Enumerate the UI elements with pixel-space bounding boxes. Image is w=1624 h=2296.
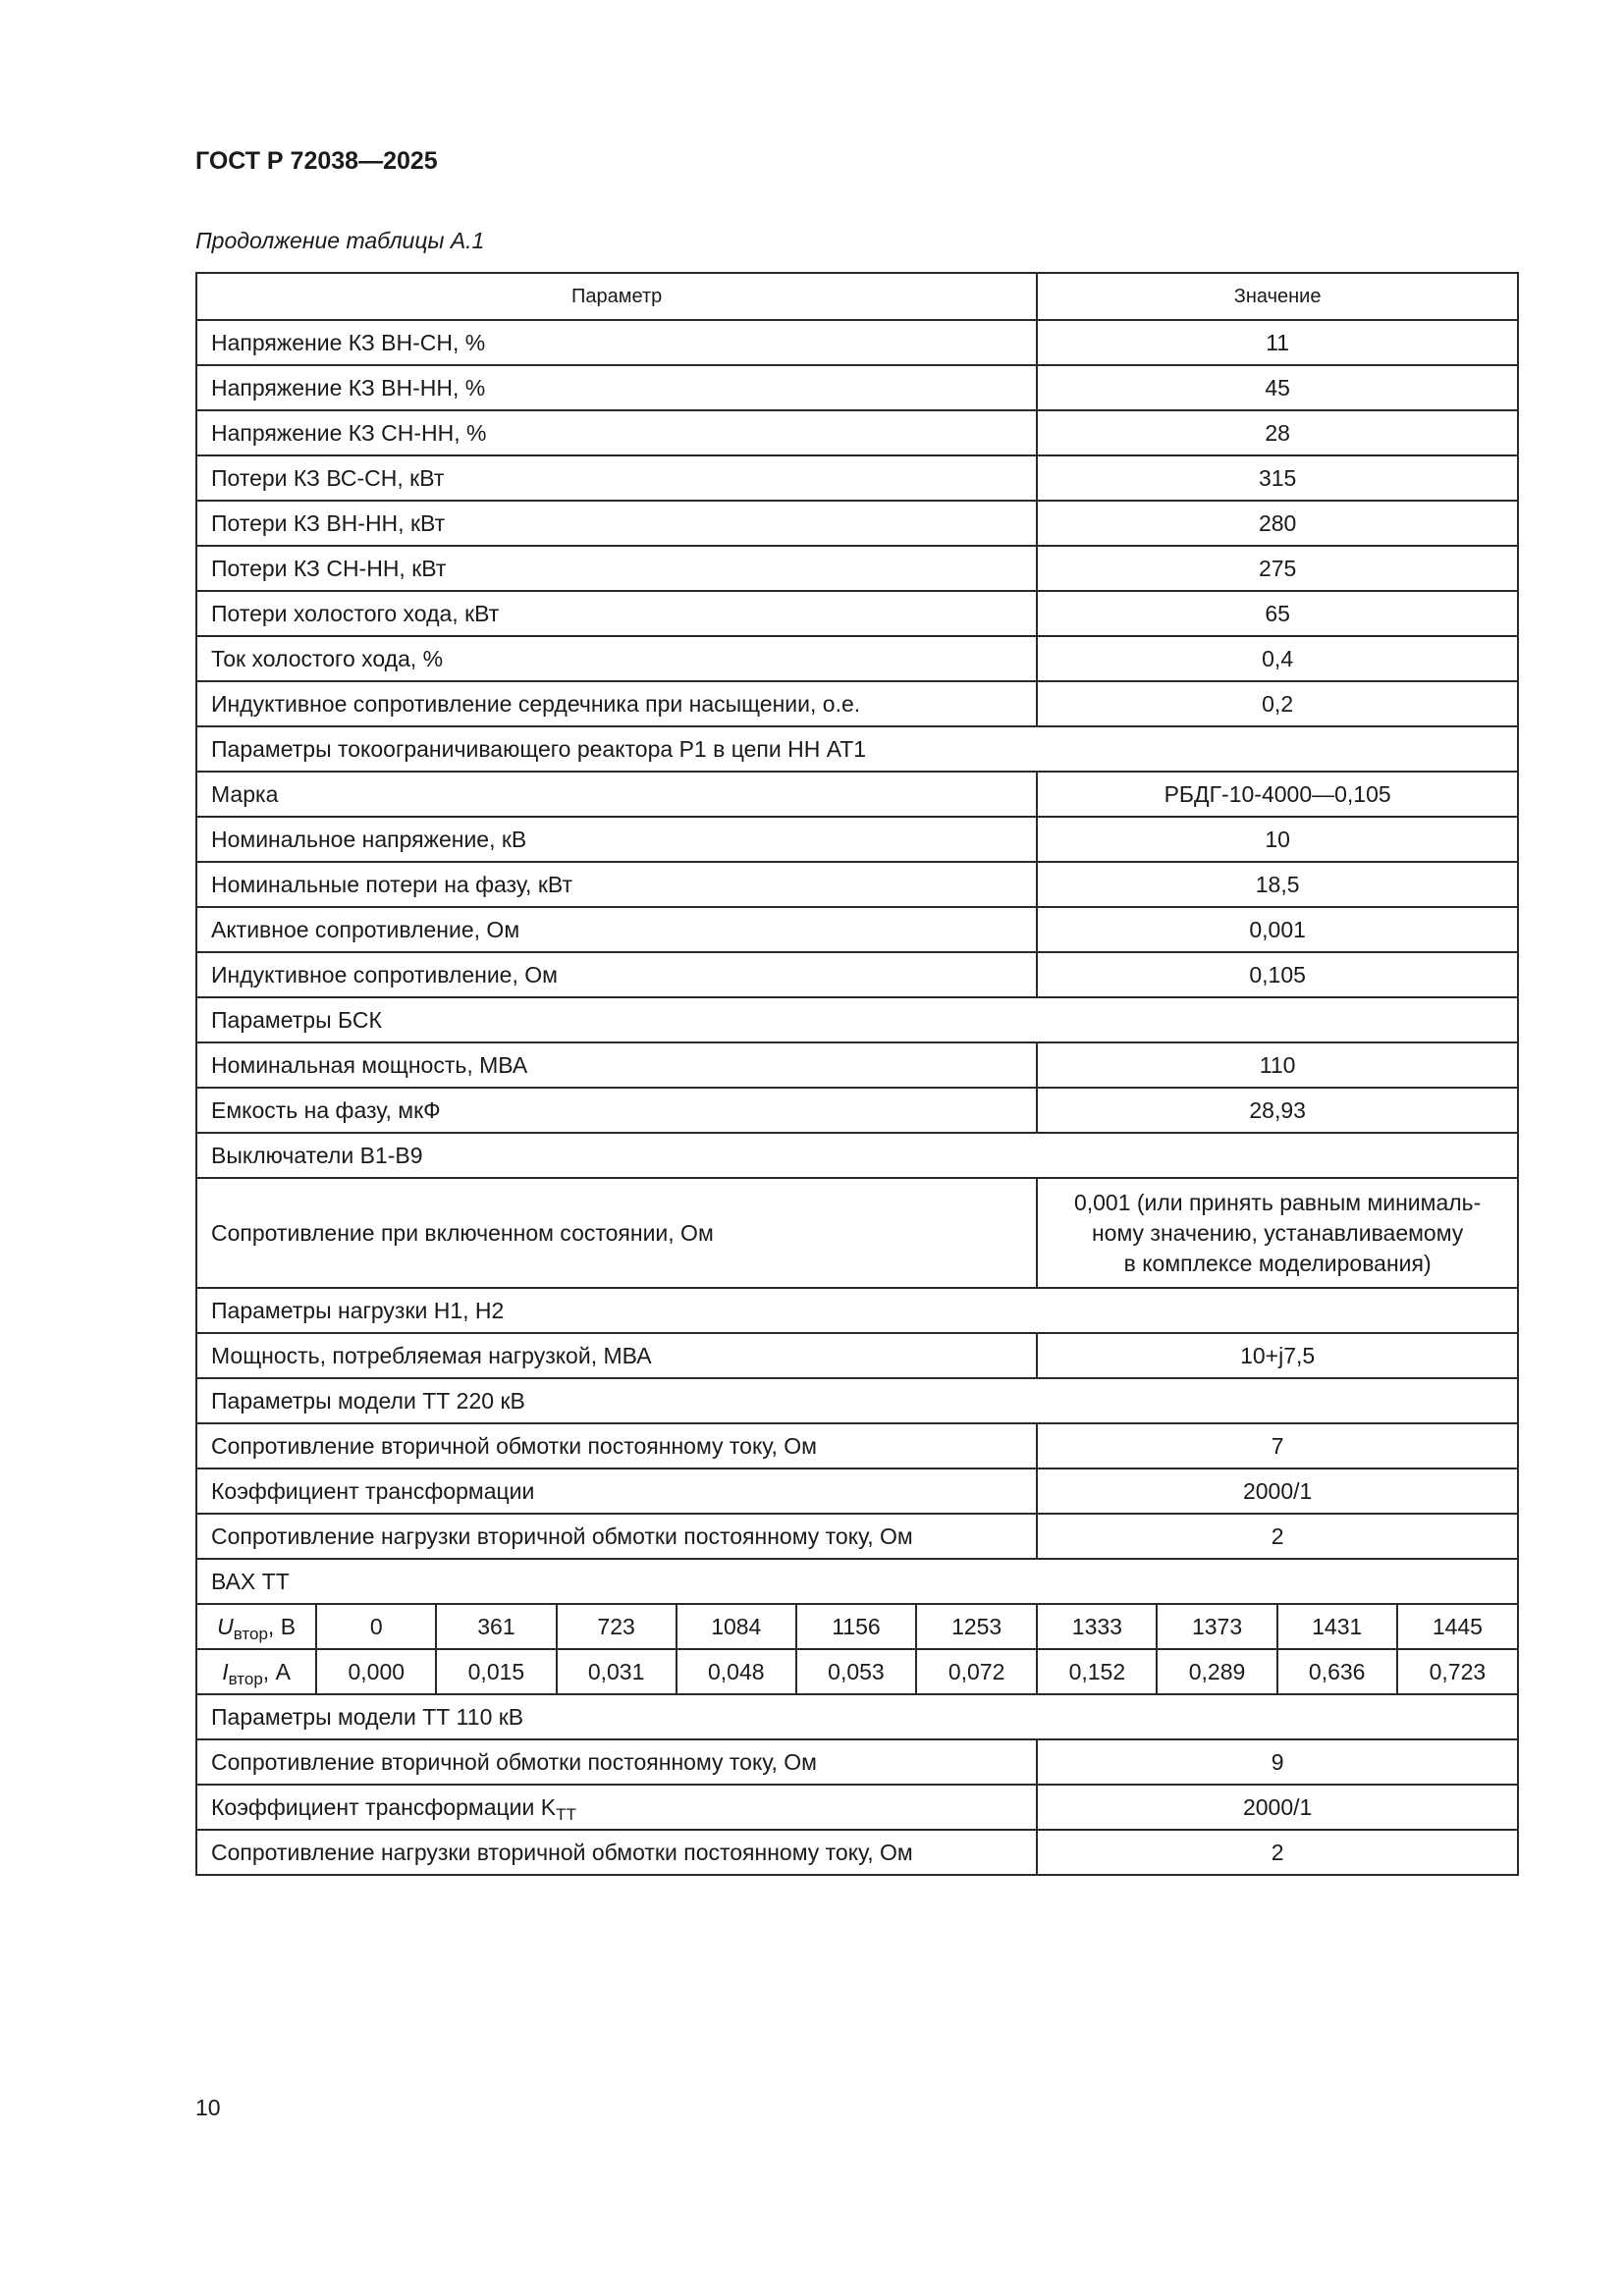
table-row (196, 1088, 1518, 1133)
vax-u-cell: 1373 (1157, 1604, 1276, 1649)
vax-u-row (196, 1604, 1518, 1649)
table-row (196, 1178, 1518, 1288)
document-code: ГОСТ Р 72038—2025 (195, 147, 438, 175)
table-row (196, 772, 1518, 817)
table-row (196, 410, 1518, 455)
value-cell: 10+j7,5 (1037, 1333, 1518, 1378)
vax-i-label (196, 1649, 316, 1694)
section-title: Параметры нагрузки Н1, Н2 (196, 1288, 1518, 1333)
section-row (196, 1288, 1518, 1333)
param-cell: Индуктивное сопротивление, Ом (196, 952, 1037, 997)
section-row (196, 1378, 1518, 1423)
table-row (196, 1514, 1518, 1559)
vax-i-cell: 0,636 (1277, 1649, 1397, 1694)
param-cell: Емкость на фазу, мкФ (196, 1088, 1037, 1133)
param-cell: Потери холостого хода, кВт (196, 591, 1037, 636)
table-row (196, 591, 1518, 636)
section-title: Выключатели В1-В9 (196, 1133, 1518, 1178)
param-cell: Ток холостого хода, % (196, 636, 1037, 681)
param-cell: Потери КЗ ВН-НН, кВт (196, 501, 1037, 546)
vax-i-label-subscript: втор (228, 1669, 263, 1688)
vax-u-label-symbol: U (217, 1613, 234, 1639)
page-number: 10 (195, 2095, 221, 2120)
value-cell (1037, 1178, 1518, 1288)
vax-u-cell: 1084 (677, 1604, 796, 1649)
value-cell: 315 (1037, 455, 1518, 501)
value-cell: 65 (1037, 591, 1518, 636)
section-row (196, 726, 1518, 772)
table-row (196, 1739, 1518, 1785)
table-row (196, 1468, 1518, 1514)
param-cell: Сопротивление нагрузки вторичной обмотки постоянному току, Ом (196, 1830, 1037, 1875)
table-row (196, 1785, 1518, 1830)
vax-i-row (196, 1649, 1518, 1694)
param-cell: Напряжение КЗ ВН-СН, % (196, 320, 1037, 365)
value-cell: 0,105 (1037, 952, 1518, 997)
param-cell: Активное сопротивление, Ом (196, 907, 1037, 952)
header-param: Параметр (196, 273, 1037, 320)
param-cell: Напряжение КЗ СН-НН, % (196, 410, 1037, 455)
table-row (196, 365, 1518, 410)
value-cell: 0,4 (1037, 636, 1518, 681)
param-cell: Потери КЗ СН-НН, кВт (196, 546, 1037, 591)
param-cell: Сопротивление при включенном состоянии, Ом (196, 1178, 1037, 1288)
param-cell: Номинальные потери на фазу, кВт (196, 862, 1037, 907)
section-title: Параметры модели ТТ 220 кВ (196, 1378, 1518, 1423)
value-cell: 275 (1037, 546, 1518, 591)
vax-i-cell: 0,015 (436, 1649, 556, 1694)
vax-i-cell: 0,289 (1157, 1649, 1276, 1694)
param-cell: Коэффициент трансформации (196, 1468, 1037, 1514)
section-title: Параметры токоограничивающего реактора Р1 в цепи НН АТ1 (196, 726, 1518, 772)
vax-i-cell: 0,031 (557, 1649, 677, 1694)
table-header-row (196, 273, 1518, 320)
table-row (196, 907, 1518, 952)
value-cell: 11 (1037, 320, 1518, 365)
value-cell: 10 (1037, 817, 1518, 862)
section-title: ВАХ ТТ (196, 1559, 1518, 1604)
table-row (196, 1423, 1518, 1468)
vax-i-cell: 0,000 (316, 1649, 436, 1694)
value-line: 0,001 (или принять равным минималь- (1073, 1189, 1482, 1215)
value-cell: 2 (1037, 1830, 1518, 1875)
value-cell: 2 (1037, 1514, 1518, 1559)
section-row (196, 997, 1518, 1042)
value-cell: 18,5 (1037, 862, 1518, 907)
table-row (196, 1830, 1518, 1875)
table-body (196, 273, 1518, 1875)
param-text: Коэффициент трансформации K (211, 1793, 557, 1820)
param-cell: Сопротивление вторичной обмотки постоянному току, Ом (196, 1423, 1037, 1468)
vax-u-cell: 1445 (1397, 1604, 1518, 1649)
section-row (196, 1559, 1518, 1604)
value-cell: 28 (1037, 410, 1518, 455)
table-caption: Продолжение таблицы А.1 (195, 228, 485, 253)
vax-u-cell: 1431 (1277, 1604, 1397, 1649)
vax-i-cell: 0,152 (1037, 1649, 1157, 1694)
section-title: Параметры БСК (196, 997, 1518, 1042)
vax-i-cell: 0,723 (1397, 1649, 1518, 1694)
value-cell: 280 (1037, 501, 1518, 546)
param-cell (196, 1785, 1037, 1830)
param-cell: Потери КЗ ВС-СН, кВт (196, 455, 1037, 501)
param-cell: Номинальная мощность, МВА (196, 1042, 1037, 1088)
param-subscript: ТТ (556, 1804, 576, 1824)
table-row (196, 546, 1518, 591)
param-cell: Номинальное напряжение, кВ (196, 817, 1037, 862)
table-row (196, 455, 1518, 501)
value-cell: 7 (1037, 1423, 1518, 1468)
section-row (196, 1694, 1518, 1739)
param-cell: Марка (196, 772, 1037, 817)
table-row (196, 320, 1518, 365)
section-title: Параметры модели ТТ 110 кВ (196, 1694, 1518, 1739)
table-row (196, 1333, 1518, 1378)
table-row (196, 952, 1518, 997)
value-line: ному значению, устанавливаемому (1091, 1219, 1464, 1246)
vax-u-cell: 1253 (916, 1604, 1037, 1649)
vax-u-label-subscript: втор (233, 1624, 268, 1643)
value-cell: 110 (1037, 1042, 1518, 1088)
value-cell: 9 (1037, 1739, 1518, 1785)
table-row (196, 636, 1518, 681)
vax-u-cell: 0 (316, 1604, 436, 1649)
header-value: Значение (1037, 273, 1518, 320)
value-cell: РБДГ-10-4000—0,105 (1037, 772, 1518, 817)
param-cell: Индуктивное сопротивление сердечника при насыщении, о.е. (196, 681, 1037, 726)
vax-u-cell: 723 (557, 1604, 677, 1649)
table-row (196, 501, 1518, 546)
vax-i-label-unit: , А (262, 1658, 291, 1684)
vax-i-label-symbol: I (222, 1658, 229, 1684)
value-cell: 0,2 (1037, 681, 1518, 726)
vax-i-cell: 0,053 (796, 1649, 916, 1694)
vax-u-label-unit: , В (267, 1613, 297, 1639)
vax-u-cell: 361 (436, 1604, 556, 1649)
value-cell: 0,001 (1037, 907, 1518, 952)
vax-i-cell: 0,072 (916, 1649, 1037, 1694)
table-row (196, 862, 1518, 907)
param-cell: Сопротивление вторичной обмотки постоянному току, Ом (196, 1739, 1037, 1785)
value-line: в комплексе моделирования) (1123, 1250, 1432, 1276)
param-cell: Мощность, потребляемая нагрузкой, МВА (196, 1333, 1037, 1378)
param-cell: Сопротивление нагрузки вторичной обмотки постоянному току, Ом (196, 1514, 1037, 1559)
value-cell: 2000/1 (1037, 1785, 1518, 1830)
table-row (196, 1042, 1518, 1088)
vax-u-label (196, 1604, 316, 1649)
value-cell: 28,93 (1037, 1088, 1518, 1133)
table-row (196, 817, 1518, 862)
value-cell: 45 (1037, 365, 1518, 410)
value-cell: 2000/1 (1037, 1468, 1518, 1514)
section-row (196, 1133, 1518, 1178)
vax-u-cell: 1333 (1037, 1604, 1157, 1649)
table-row (196, 681, 1518, 726)
parameters-table (195, 272, 1519, 1876)
param-cell: Напряжение КЗ ВН-НН, % (196, 365, 1037, 410)
vax-i-cell: 0,048 (677, 1649, 796, 1694)
vax-u-cell: 1156 (796, 1604, 916, 1649)
